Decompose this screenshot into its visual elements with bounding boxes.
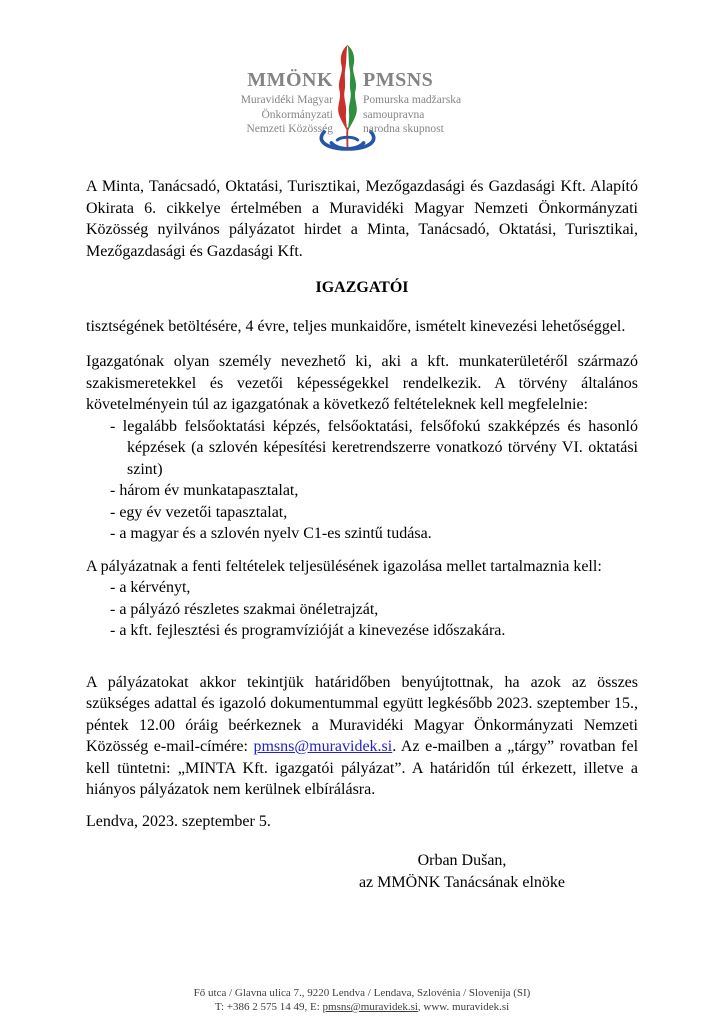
signature-block <box>286 850 638 893</box>
signatory-name: Orban Dušan, <box>417 852 507 869</box>
logo-left-line: Önkormányzati <box>261 108 333 121</box>
logo-left-line: Muravidéki Magyar <box>240 94 333 106</box>
attachment-item: - a kérvényt, <box>107 577 638 599</box>
requirements-list <box>86 416 638 545</box>
position-heading: IGAZGATÓI <box>315 279 409 296</box>
requirement-item: - legalább felsőoktatási képzés, felsőoktatási, felsőfokú szakképzés és hasonló képzések (a szlovén képesítési keretrendszerre vonatkozó törvény VI. oktatási szint) <box>107 416 638 481</box>
requirement-item: - a magyar és a szlovén nyelv C1-es szintű tudása. <box>107 523 638 545</box>
logo-acronym-hu: MMÖNK <box>247 69 333 91</box>
logo-green-ribbon <box>348 45 357 131</box>
requirement-item: - három év munkatapasztalat, <box>107 480 638 502</box>
attachment-item: - a kft. fejlesztési és programvízióját a kinevezése időszakára. <box>107 620 638 642</box>
logo-right-line: narodna skupnost <box>363 123 444 135</box>
footer-address-line: Fő utca / Glavna ulica 7., 9220 Lendva / Lendava, Szlovénia / Slovenija (SI) <box>193 987 531 999</box>
logo-red-ribbon <box>338 45 347 131</box>
submission-email-link[interactable]: pmsns@muravidek.si <box>253 738 393 755</box>
requirements-intro-paragraph: Igazgatónak olyan személy nevezhető ki, aki a kft. munkaterületéről származó szakismeretekkel és vezetői képességekkel rendelkezik. A törvény általános követelményein túl az igazgatónak a következő feltételeknek kell megfelelnie: <box>86 353 638 413</box>
logo-left-line: Nemzeti Közösség <box>246 123 333 135</box>
attachment-item: - a pályázó részletes szakmai önéletrajzát, <box>107 599 638 621</box>
requirement-item: - egy év vezetői tapasztalat, <box>107 502 638 524</box>
logo-right-line: Pomurska madžarska <box>363 94 462 106</box>
footer-contact-after: , www. muravidek.si <box>417 1001 510 1013</box>
term-paragraph: tisztségének betöltésére, 4 évre, teljes munkaidőre, ismételt kinevezési lehetőséggel. <box>86 317 626 335</box>
signatory-title: az MMÖNK Tanácsának elnöke <box>358 873 566 891</box>
footer-contact-line <box>0 1000 724 1014</box>
logo-right-line: samoupravna <box>363 108 425 121</box>
dateline: Lendva, 2023. szeptember 5. <box>86 812 271 830</box>
document-body <box>86 176 638 893</box>
attachments-intro-paragraph: A pályázatnak a fenti feltételek teljesülésének igazolása mellet tartalmaznia kell: <box>86 557 602 575</box>
intro-paragraph: A Minta, Tanácsadó, Oktatási, Turisztikai, Mezőgazdasági és Gazdasági Kft. Alapító Okirata 6. cikkelye értelmében a Muravidéki Magyar Nemzeti Önkormányzati Közösség nyilvános pályázatot hirdet a Minta, Tanácsadó, Oktatási, Turisztikai, Mezőgazdasági és Gazdasági Kft. <box>86 178 638 260</box>
deadline-text-after: . Az e-mailben a „tárgy” rovatban fel kell tüntetni: „MINTA Kft. igazgatói pályázat”. A határidőn túl érkezett, illetve a hiányos pályázatok nem kerülnek elbírálásra. <box>86 738 639 798</box>
attachments-list <box>86 577 638 642</box>
footer-contact-before: T: +386 2 575 14 49, E: <box>214 1001 323 1013</box>
deadline-text-before: A pályázatokat akkor tekintjük határidőben benyújtottnak, ha azok az összes szükséges adattal és igazoló dokumentummal együtt legkésőbb 2023. szeptember 15., péntek 12.00 óráig beérkeznek a Muravidéki Magyar Önkormányzati Nemzeti Közösség e-mail-címére: <box>86 673 638 755</box>
footer-email-link[interactable]: pmsns@muravidek.si <box>322 1001 418 1013</box>
page-footer <box>0 986 724 1014</box>
logo-acronym-sl: PMSNS <box>363 69 434 91</box>
logo-right-text <box>363 69 461 137</box>
deadline-paragraph <box>86 672 638 801</box>
